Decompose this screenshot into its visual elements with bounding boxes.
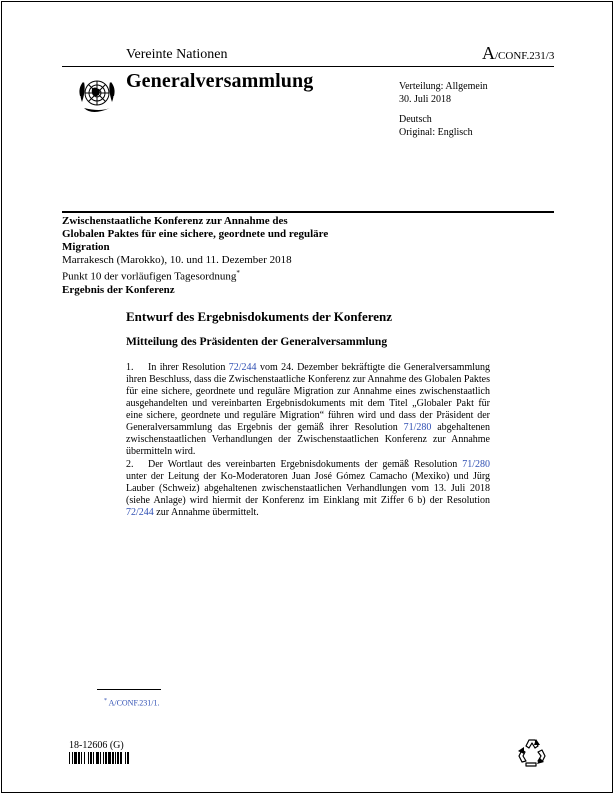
- recycle-icon: [516, 736, 548, 768]
- symbol-prefix: A: [482, 43, 495, 63]
- paragraph-2-text-a: Der Wortlaut des vereinbarten Ergebnisdokuments der gemäß Resolution: [148, 459, 463, 470]
- distribution-meta: [399, 80, 488, 139]
- document-heading: Entwurf des Ergebnisdokuments der Konferenz: [126, 309, 393, 324]
- paragraph-1-text-b: vom 24. Dezember bekräftigte die Generalversammlung ihren Beschluss, dass die Zwischenstaatliche Konferenz zur Annahme des Globalen Paktes für eine sichere, geordnete und reguläre Migration zur Annahme eines zwischenstaatlich ausgehandelten und vereinbarten Ergebnisdokuments mit dem Titel „Globaler Pakt für eine sichere, geordnete und reguläre Migration“ führen wird und dass der Präsident der Generalversammlung das Ergebnis der gemäß ihrer Resolution: [126, 362, 491, 433]
- conference-title: Zwischenstaatliche Konferenz zur Annahme des Globalen Paktes für eine sichere, geordnete und reguläre Migration: [62, 215, 329, 253]
- resolution-link-72-244[interactable]: 72/244: [228, 362, 257, 373]
- body-title: Generalversammlung: [126, 70, 314, 92]
- paragraph-1-number: 1.: [126, 362, 134, 373]
- paragraph-1-text-a: In ihrer Resolution: [148, 362, 229, 373]
- symbol-rest: /CONF.231/3: [495, 50, 555, 62]
- header-rule: [62, 66, 554, 67]
- paragraph-1: [126, 362, 490, 458]
- conference-outcome: Ergebnis der Konferenz: [62, 283, 175, 296]
- date: 30. Juli 2018: [399, 94, 451, 105]
- conference-block: [62, 215, 332, 297]
- distribution: Verteilung: Allgemein: [399, 81, 488, 92]
- paragraph-2: [126, 459, 490, 519]
- un-emblem-icon: [74, 72, 120, 118]
- barcode-icon: [69, 752, 157, 764]
- resolution-link-71-280[interactable]: 71/280: [462, 459, 490, 470]
- footnote-marker: *: [104, 698, 107, 704]
- paragraph-2-text-c: zur Annahme übermittelt.: [153, 507, 259, 518]
- agenda-item-text: Punkt 10 der vorläufigen Tagesordnung: [62, 270, 237, 283]
- conference-place-date: Marrakesch (Marokko), 10. und 11. Dezember 2018: [62, 254, 292, 266]
- title-rule: [62, 211, 554, 213]
- footnote-link[interactable]: A/CONF.231/1.: [108, 698, 160, 708]
- footnote: [104, 698, 159, 708]
- agenda-item: [62, 267, 332, 284]
- organization-name: Vereinte Nationen: [126, 47, 228, 62]
- paragraph-1-text-c: abgehaltenen zwischenstaatlichen Verhandlungen der Zwischenstaatlichen Konferenz zur Annahme übermitteln wird.: [126, 422, 490, 457]
- paragraph-2-text-b: unter der Leitung der Ko-Moderatoren Juan José Gómez Camacho (Mexiko) und Jürg Lauber (Schweiz) abgehaltenen zwischenstaatlichen Verhandlungen vom 13. Juli 2018 (siehe Anlage) wird hiermit der Konferenz im Einklang mit Ziffer 6 b) der Resolution: [126, 471, 490, 506]
- original-language: Original: Englisch: [399, 127, 473, 138]
- document-subheading: Mitteilung des Präsidenten der Generalversammlung: [126, 336, 388, 348]
- agenda-footnote-marker: *: [236, 269, 240, 277]
- document-symbol: [482, 43, 554, 64]
- document-number: 18-12606 (G): [69, 740, 124, 751]
- footnote-rule: [97, 689, 161, 690]
- language: Deutsch: [399, 114, 432, 125]
- paragraph-2-number: 2.: [126, 459, 134, 470]
- resolution-link-72-244[interactable]: 72/244: [126, 507, 154, 518]
- resolution-link-71-280[interactable]: 71/280: [403, 422, 432, 433]
